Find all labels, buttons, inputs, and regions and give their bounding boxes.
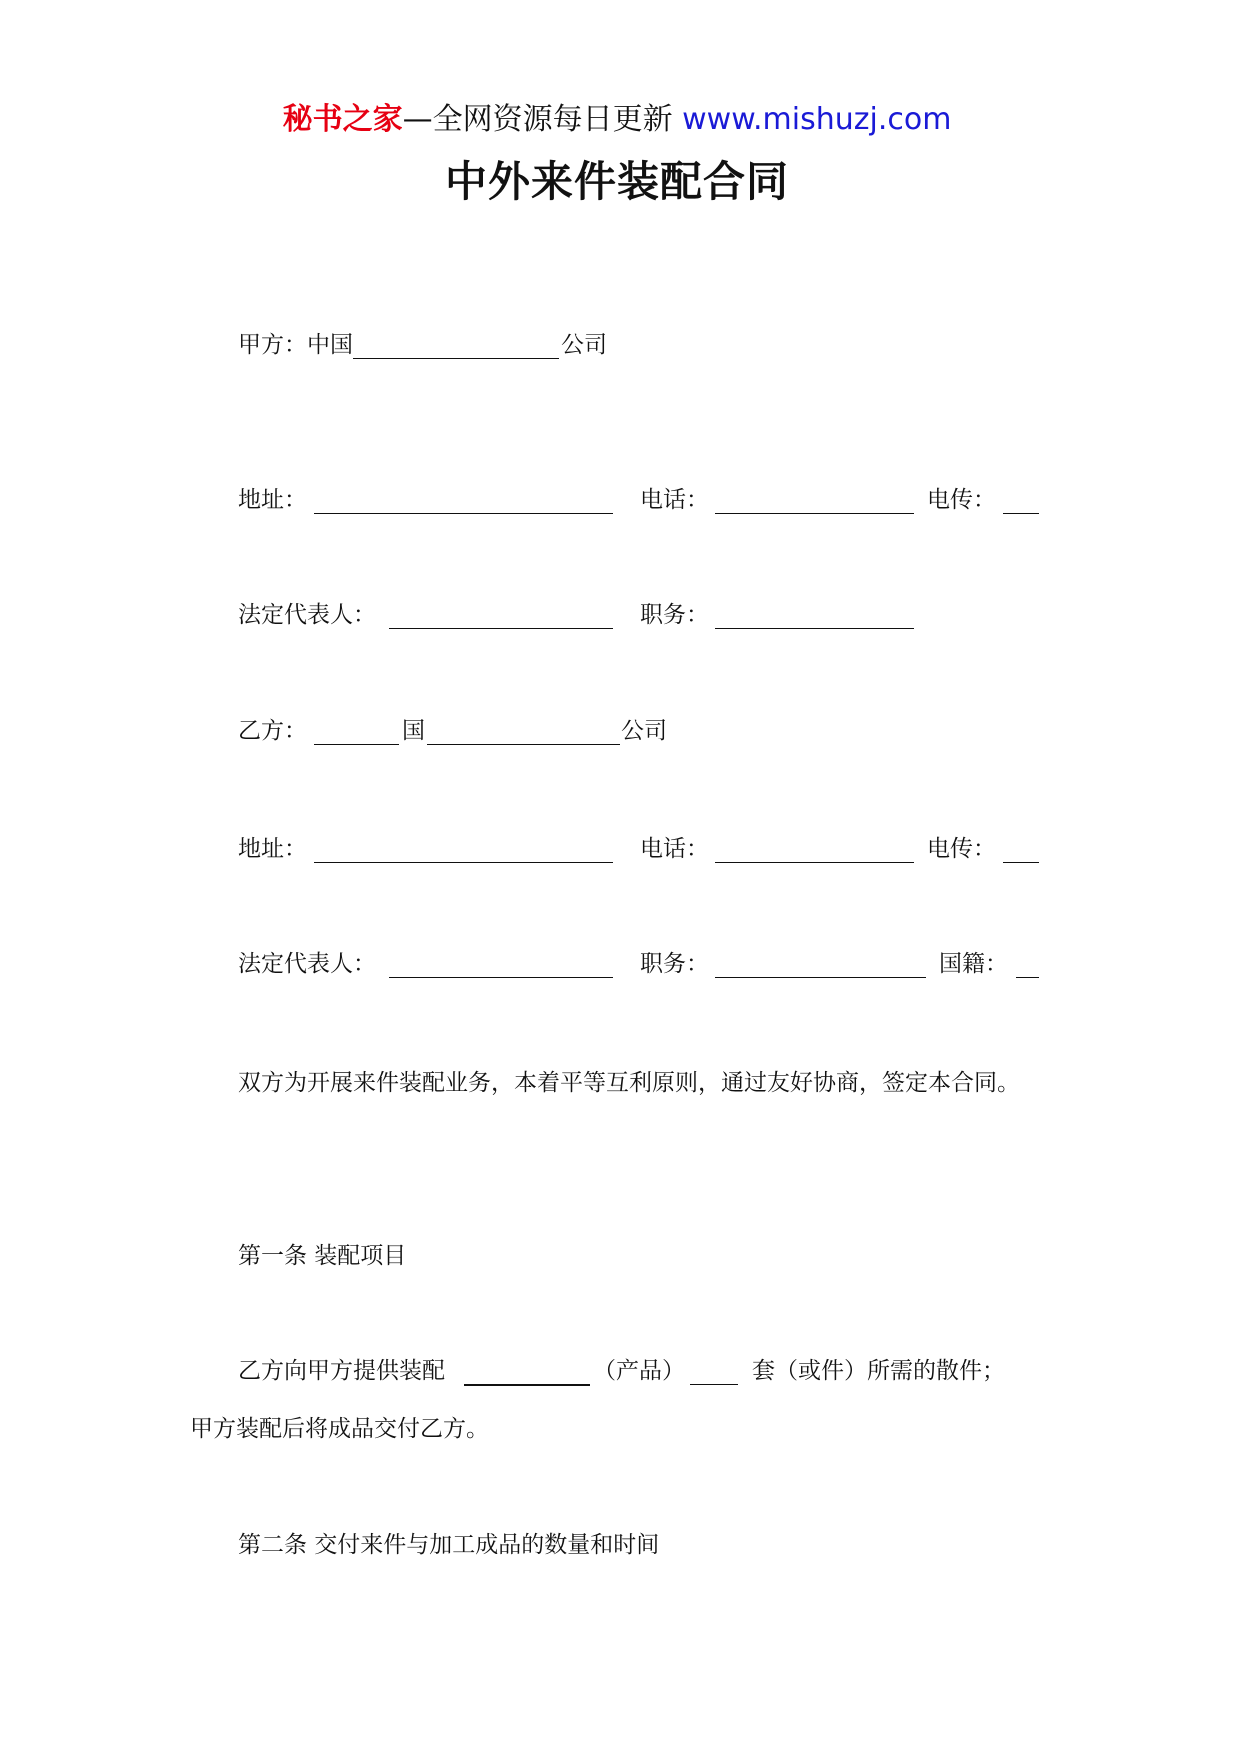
party-b-address-label: 地址： xyxy=(238,836,307,862)
article-1-text-3: 套（或件）所需的散件； xyxy=(752,1358,1005,1384)
party-b-fax-blank[interactable] xyxy=(1003,862,1039,863)
party-b-fax-label: 电传： xyxy=(927,836,996,862)
article-1-text-1: 乙方向甲方提供装配 xyxy=(238,1358,445,1384)
party-b-phone-blank[interactable] xyxy=(715,862,914,863)
party-a-phone-blank[interactable] xyxy=(715,513,914,514)
article-1-product-blank[interactable] xyxy=(464,1384,590,1386)
article-1-heading: 第一条 装配项目 xyxy=(238,1243,407,1269)
party-a-phone-label: 电话： xyxy=(640,487,709,513)
party-b-phone-label: 电话： xyxy=(640,836,709,862)
site-header xyxy=(0,100,1234,140)
party-b-nationality-blank[interactable] xyxy=(1016,977,1039,978)
party-a-suffix: 公司 xyxy=(561,332,607,358)
party-b-country-suffix: 国 xyxy=(402,718,425,744)
party-b-company-blank[interactable] xyxy=(427,744,620,745)
party-a-position-blank[interactable] xyxy=(715,628,914,629)
party-b-country-blank[interactable] xyxy=(314,744,399,745)
article-1-quantity-blank[interactable] xyxy=(690,1384,738,1385)
article-2-heading: 第二条 交付来件与加工成品的数量和时间 xyxy=(238,1532,660,1558)
party-a-fax-blank[interactable] xyxy=(1003,513,1039,514)
document-title: 中外来件装配合同 xyxy=(444,157,789,206)
party-b-rep-blank[interactable] xyxy=(389,977,613,978)
party-b-label: 乙方： xyxy=(238,718,307,744)
site-url-link[interactable]: www.mishuzj.com xyxy=(682,102,952,137)
party-a-position-label: 职务： xyxy=(640,602,709,628)
preamble-paragraph xyxy=(190,1054,1040,1112)
party-b-suffix: 公司 xyxy=(621,718,667,744)
party-a-address-label: 地址： xyxy=(238,487,307,513)
article-1-text-2: （产品） xyxy=(593,1358,685,1384)
party-a-rep-blank[interactable] xyxy=(389,628,613,629)
party-a-company-blank[interactable] xyxy=(353,358,559,359)
party-b-rep-label: 法定代表人： xyxy=(238,951,376,977)
party-b-address-blank[interactable] xyxy=(314,862,613,863)
header-slogan: —全网资源每日更新 xyxy=(402,102,673,137)
party-b-nationality-label: 国籍： xyxy=(939,951,1008,977)
brand-name: 秘书之家 xyxy=(282,102,403,137)
article-1-text-4: 甲方装配后将成品交付乙方。 xyxy=(190,1416,489,1442)
party-a-fax-label: 电传： xyxy=(927,487,996,513)
party-b-position-label: 职务： xyxy=(640,951,709,977)
party-a-label: 甲方：中国 xyxy=(238,332,353,358)
party-a-address-blank[interactable] xyxy=(314,513,613,514)
party-a-rep-label: 法定代表人： xyxy=(238,602,376,628)
preamble-text: 双方为开展来件装配业务，本着平等互利原则，通过友好协商，签定本合同。 xyxy=(238,1070,1020,1096)
party-b-position-blank[interactable] xyxy=(715,977,926,978)
